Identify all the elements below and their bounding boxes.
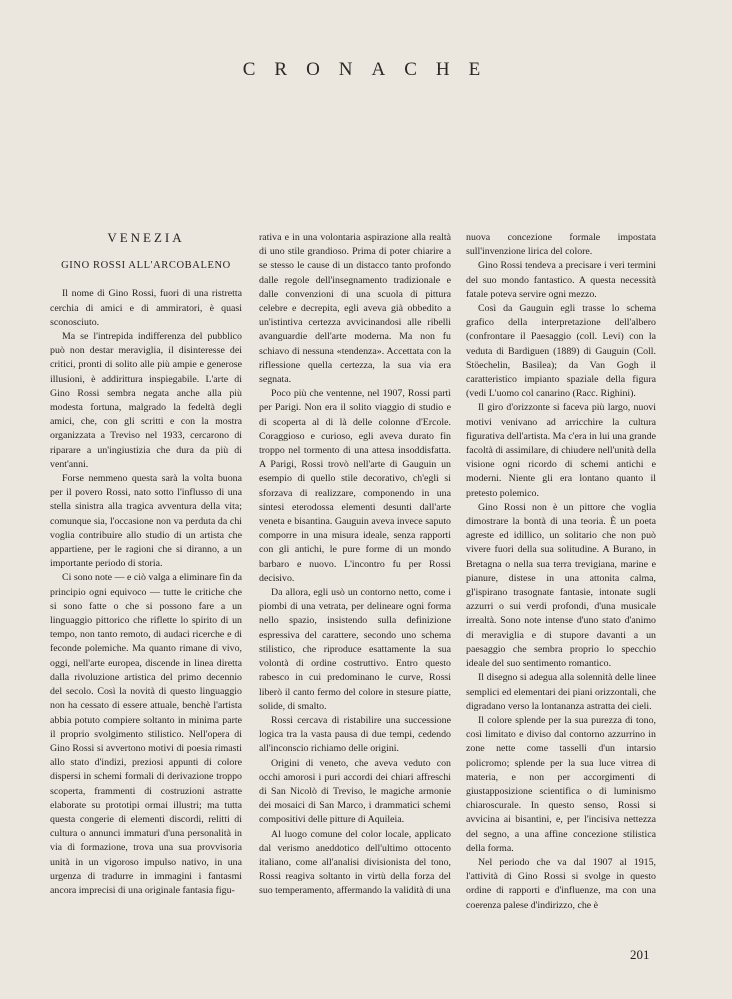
column-1 [50,231,242,898]
paragraph: Rossi cercava di ristabilire una successione logica tra la vasta pausa di due tempi, cedendo all'inconscio richiamo delle origini. [259,714,451,755]
paragraph: Poco più che ventenne, nel 1907, Rossi partì per Parigi. Non era il solito viaggio di studio e di scoperta al di là delle colonne d'Ercole. Coraggioso e curioso, egli aveva durato fin troppo nel tormento di una attesa insoddisfatta. A Parigi, Rossi trovò nell'arte di Gauguin un esempio di quello stile decorativo, ch'egli si sforzava di realizzare, componendo in una sintesi eterodossa elementi desunti dall'arte veneta e bisantina. Gauguin aveva invece saputo comporre in una misura ideale, senza rapporti con gli antichi, le pure forme di un mondo barbaro e nuovo. L'incontro fu per Rossi decisivo. [259,388,451,584]
paragraph: Il colore splende per la sua purezza di tono, così limitato e diviso dal contorno azzurrino in zone nette come tasselli d'un intarsio policromo; splende per la sua luce vitrea di materia, e non per accorgimenti di giustapposizione scientifica o di luminismo chiaroscurale. In questo senso, Rossi si avvicina ai bisantini, e, per l'incisiva nettezza del segno, a una affine concezione stilistica della forma. [466,714,656,854]
section-heading: VENEZIA [107,230,185,245]
paragraph: Ma se l'intrepida indifferenza del pubblico può non destar meraviglia, il disinteresse dei critici, pronti di solito alle più ampie e generose illusioni, è addirittura inspiegabile. L'arte di Gino Rossi sembra negata anche alla più modesta fortuna, malgrado la fedeltà degli amici, che, con gli scritti e con la mostra organizzata a Treviso nel 1933, cercarono di riparare a un'ingiustizia che dura da più di vent'anni. [50,331,242,470]
paragraph: Gino Rossi tendeva a precisare i veri termini del suo mondo fantastico. A questa necessità fatale poteva servire ogni mezzo. [466,260,656,300]
running-title: CRONACHE [242,59,500,80]
paragraph: Da allora, egli usò un contorno netto, come i piombi di una vetrata, per delineare ogni forma nello spazio, insistendo sulla definizione espressiva del carattere, secondo uno schema stilistico, che riproduce esattamente la sua volontà di ordine costruttivo. Entro questo rabesco in cui predominano le curve, Rossi liberò il canto fermo del colore in stesure piatte, solide, di smalto. [259,587,451,712]
paragraph: Il nome di Gino Rossi, fuori di una ristretta cerchia di amici e di ammiratori, è quasi sconosciuto. [50,288,242,328]
paragraph: Al luogo comune del color locale, applicato dal verismo aneddotico dell'ultimo ottocento italiano, come all'analisi divisionista del tono, Rossi reagiva soltanto in virtù della forza del suo temperamento, affermando la validità di una [259,828,451,897]
article-title: GINO ROSSI ALL'ARCOBALENO [61,260,231,272]
paragraph: Il giro d'orizzonte si faceva più largo, nuovi motivi venivano ad arricchire la cultura figurativa dell'artista. Ma c'era in lui una grande facoltà di assimilare, di chiudere nell'unità della visione ogni ricordo di schemi antichi e moderni. Niente gli era lontano quanto il pretesto polemico. [466,402,656,499]
paragraph: Nel periodo che va dal 1907 al 1915, l'attività di Gino Rossi si svolge in questo ordine di rapporti e d'influenze, ma con una coerenza palese d'indirizzo, che è [466,856,656,911]
paragraph: Origini di veneto, che aveva veduto con occhi amorosi i puri accordi dei chiari affreschi di San Nicolò di Treviso, le magiche armonie dei mosaici di San Marco, i drammatici schemi compositivi delle pitture di Aquileia. [259,757,451,826]
column-2 [259,231,451,899]
paragraph: Ci sono note — e ciò valga a eliminare fin da principio ogni equivoco — tutte le critiche che si sono fatte o che si possono fare a un linguaggio pittorico che riflette lo spirito di un tempo, non tanto remoto, di audaci ricerche e di feconde polemiche. Ma quanto rimane di vivo, oggi, nell'arte europea, discende in linea diretta dalla rivoluzione artistica del primo decennio del secolo. Così la novità di questo linguaggio non ha cessato di essere attuale, benchè l'artista abbia potuto compiere soltanto in minima parte il proprio svolgimento stilistico. Nell'opera di Gino Rossi si avvertono motivi di poesia rimasti allo stato d'indizi, preziosi appunti di colore dispersi in schemi formali di derivazione troppo scoperta, frammenti di costruzioni astratte elaborate su prototipi ormai illustri; ma tutta questa congerie di elementi discordi, relitti di cultura o annunci immaturi d'una personalità in via di formazione, trova una sua provvisoria unità in un vigoroso impulso nativo, in una urgenza di tradurre in immagini i fantasmi ancora imprecisi di una originale fantasia figu- [50,572,242,896]
paragraph: Gino Rossi non è un pittore che voglia dimostrare la bontà di una teoria. È un poeta agreste ed idillico, un solitario che non può vivere fuori della sua solitudine. A Burano, in Bretagna o nella sua terra trevigiana, marine e pianure, distese in una attonita calma, gl'ispirano trasognate fantasie, intonate sugli azzurri o sui verdi profondi, d'una musicale irrealtà. Sono note intense d'uno stato d'animo di meraviglia e di stupore davanti a un paesaggio che sembra proprio lo specchio ideale del suo sentimento romantico. [466,501,656,670]
paragraph: Così da Gauguin egli trasse lo schema grafico della interpretazione dell'albero (confrontare il Paesaggio (coll. Levi) con la veduta di Bardiguen (1889) di Gauguin (Coll. Stöechelin, Basilea); da Van Gogh il caratteristico impianto spaziale della figura (vedi L'uomo col canarino (Racc. Righini). [466,303,656,400]
paragraph: rativa e in una volontaria aspirazione alla realtà di uno stile grandioso. Prima di poter chiarire a se stesso le cause di un distacco tanto profondo dalle regole dell'insegnamento tradizionale e dalle convenzioni di una scuola di pittura celebre e decrepita, egli aveva già obbedito a un'istintiva certezza avvicinandosi alle ribelli avanguardie dell'arte moderna. Ma non fu schiavo di nessuna «tendenza». Accettata con la riflessione quella certezza, la sua via era segnata. [259,232,451,386]
page-number: 201 [630,947,650,962]
paragraph: nuova concezione formale impostata sull'invenzione lirica del colore. [466,232,656,258]
paragraph: Forse nemmeno questa sarà la volta buona per il povero Rossi, nato sotto l'influsso di una stella sinistra alla tragica avventura della vita; comunque sia, l'occasione non va perduta da chi voglia contribuire allo studio di un artista che appartiene, per le ragioni che si diranno, a un importante periodo di storia. [50,473,242,570]
paragraph: Il disegno si adegua alla solennità delle linee semplici ed elementari dei piani orizzontali, che digradano verso la lontananza astratta dei cieli. [466,672,656,712]
column-3 [466,231,656,913]
